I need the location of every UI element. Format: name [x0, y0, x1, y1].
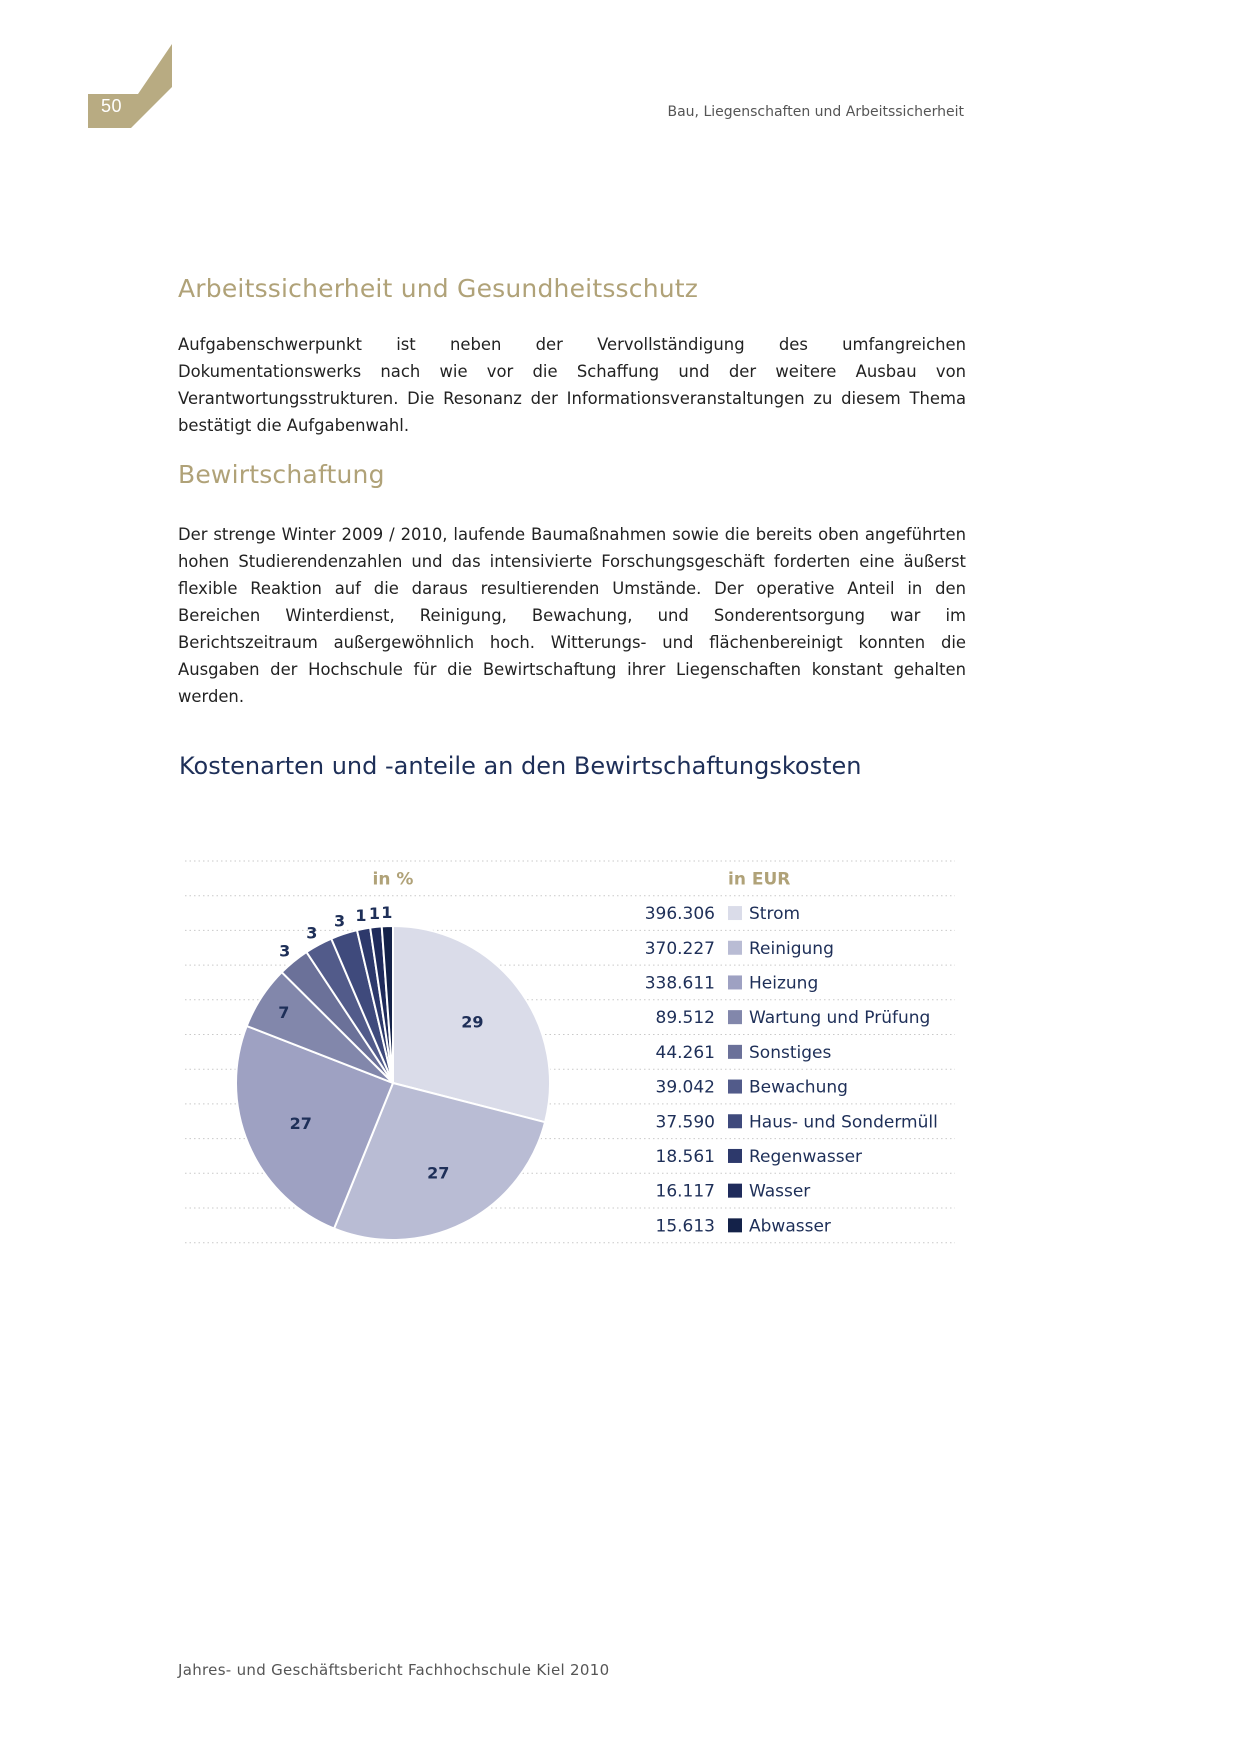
percent-column-header: in %	[372, 869, 414, 890]
legend-swatch	[728, 1184, 742, 1198]
legend-value: 89.512	[655, 1008, 715, 1029]
pie-slice-percent-label: 3	[279, 941, 291, 961]
section-heading-arbeitssicherheit: Arbeitssicherheit und Gesundheitsschutz	[178, 274, 699, 303]
legend-label: Regenwasser	[749, 1146, 863, 1167]
pie-slice-percent-label: 3	[306, 923, 318, 943]
legend-label: Strom	[749, 904, 801, 925]
pie-slice-percent-label: 3	[333, 911, 346, 931]
cost-chart	[185, 858, 960, 1258]
legend-value: 15.613	[655, 1216, 715, 1237]
value-column-header: in EUR	[728, 869, 791, 890]
running-header: Bau, Liegenschaften und Arbeitssicherheit	[667, 104, 964, 120]
chart-title: Kostenarten und -anteile an den Bewirtschaftungskosten	[179, 752, 862, 780]
pie-slice-percent-label: 29	[461, 1012, 484, 1032]
legend-swatch	[728, 1218, 742, 1232]
legend-label: Sonstiges	[749, 1042, 832, 1063]
legend-label: Haus- und Sondermüll	[749, 1112, 938, 1133]
section-paragraph-bewirtschaftung: Der strenge Winter 2009 / 2010, laufende Baumaßnahmen sowie die bereits oben angeführten hohen Studierendenzahlen und das intensivierte Forschungsgeschäft forderten eine äußerst flexible Reaktion auf die daraus resultierenden Umstände. Der operative Anteil in den Bereichen Winterdienst, Reinigung, Bewachung, und Sonderentsorgung war im Berichtszeitraum außergewöhnlich hoch. Witterungs- und flächenbereinigt konnten die Ausgaben der Hochschule für die Bewirtschaftung ihrer Liegenschaften konstant gehalten werden.	[178, 525, 966, 706]
pie-slice-percent-label: 1	[381, 902, 393, 922]
legend-value: 16.117	[655, 1181, 715, 1202]
legend-swatch	[728, 941, 742, 955]
pie-slice-percent-label: 27	[289, 1113, 312, 1133]
legend-swatch	[728, 1045, 742, 1059]
pie-slice-percent-label: 1	[368, 903, 380, 923]
legend-swatch	[728, 1149, 742, 1163]
legend-value: 37.590	[655, 1112, 715, 1133]
page-number: 50	[101, 96, 123, 116]
legend-value: 18.561	[655, 1146, 715, 1167]
legend-swatch	[728, 975, 742, 989]
section-paragraph-arbeitssicherheit: Aufgabenschwerpunkt ist neben der Vervollständigung des umfangreichen Dokumentationswerks nach wie vor die Schaffung und der weitere Ausbau von Verantwortungsstrukturen. Die Resonanz der Informationsveranstaltungen zu diesem Thema bestätigt die Aufgabenwahl.	[178, 335, 966, 435]
legend-value: 396.306	[644, 904, 715, 925]
pie-slice-percent-label: 7	[278, 1002, 290, 1022]
legend-label: Wasser	[749, 1181, 811, 1202]
legend-swatch	[728, 1080, 742, 1094]
legend-label: Bewachung	[749, 1077, 848, 1098]
legend-swatch	[728, 1010, 742, 1024]
pie-slice-percent-label: 27	[427, 1163, 450, 1183]
legend-value: 338.611	[644, 973, 715, 994]
legend-value: 370.227	[644, 938, 715, 959]
legend-swatch	[728, 906, 742, 920]
legend-swatch	[728, 1114, 742, 1128]
legend-value: 39.042	[655, 1077, 715, 1098]
pie-chart-canvas	[185, 858, 960, 1258]
footer-text: Jahres- und Geschäftsbericht Fachhochschule Kiel 2010	[178, 1661, 610, 1679]
legend-label: Heizung	[749, 973, 819, 994]
section-heading-bewirtschaftung: Bewirtschaftung	[178, 460, 385, 489]
legend-label: Reinigung	[749, 938, 834, 959]
pie-slice-percent-label: 1	[355, 905, 367, 925]
legend-label: Wartung und Prüfung	[749, 1008, 931, 1029]
legend-label: Abwasser	[749, 1216, 831, 1237]
legend-value: 44.261	[655, 1042, 715, 1063]
